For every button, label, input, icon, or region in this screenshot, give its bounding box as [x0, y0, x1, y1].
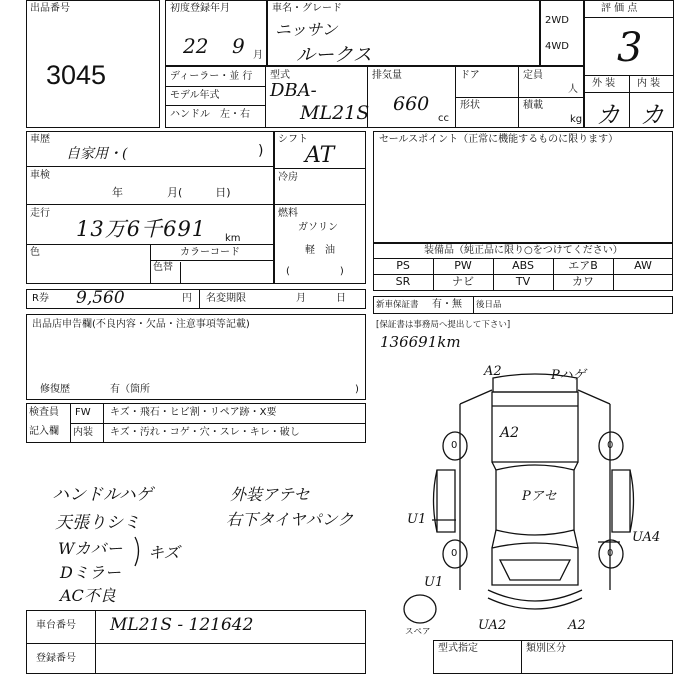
wheel-mark-fl: 0: [451, 440, 458, 451]
spare-label: スペア: [405, 627, 431, 637]
note-ceiling: 天張りシミ: [55, 513, 140, 533]
chassis-split: [95, 610, 96, 674]
equip-ps: PS: [396, 259, 410, 272]
mileage-unit: km: [225, 233, 241, 244]
warranty-options: 有・無: [432, 299, 462, 310]
eval-label: 評 価 点: [601, 3, 638, 14]
load-label: 積載: [523, 100, 543, 111]
fw-label: FW: [75, 407, 91, 418]
recycle-label: R券: [32, 293, 49, 304]
chassis-label: 車台番号: [36, 620, 76, 631]
warranty-label: 新車保証書: [376, 300, 419, 310]
mark-p-ase: Pアセ: [522, 489, 557, 504]
note-handle: ハンドルハゲ: [52, 485, 153, 505]
equip-tv: TV: [515, 275, 531, 288]
type-code: ML21S: [300, 102, 370, 124]
equip-leather: カワ: [572, 275, 594, 288]
color-change-label: 色替: [153, 262, 173, 273]
note-ac: AC不良: [60, 586, 116, 605]
exterior-grade: カ: [596, 101, 620, 129]
deadline-label: 名変期限: [206, 293, 246, 304]
shift-value: AT: [305, 143, 335, 168]
book-label: 後日品: [476, 300, 502, 310]
first-reg-month: 9: [232, 34, 245, 58]
first-reg-label: 初度登録年月: [170, 3, 230, 14]
capacity-unit: 人: [568, 84, 578, 95]
mileage-label: 走行: [30, 208, 50, 219]
note-mirror: Dミラー: [60, 563, 121, 582]
warranty-note: [保証書は事務局へ提出して下さい]: [376, 320, 511, 330]
exterior-label: 外 装: [592, 78, 616, 89]
equipment-label: 装備品（純正品に限り○をつけてください）: [424, 245, 623, 256]
load-unit: kg: [570, 114, 583, 125]
wheel-mark-fr: 0: [607, 440, 614, 451]
interior-label: 内 装: [637, 78, 661, 89]
note-tire: 右下タイヤパンク: [226, 510, 354, 529]
note-wcover: Wカバー: [58, 539, 123, 558]
fuel-gas: ガソリン: [298, 222, 338, 233]
type-prefix: DBA-: [270, 80, 317, 101]
lot-number: 3045: [46, 60, 107, 90]
mark-u1-rear: U1: [424, 575, 444, 590]
fuel-paren: ( ): [286, 266, 344, 277]
mark-ua4: UA4: [632, 530, 661, 545]
repair-close: ): [355, 384, 359, 395]
capacity-label: 定員: [523, 70, 543, 81]
note-scratch: キズ: [148, 543, 180, 562]
mark-a2-rear: A2: [568, 618, 586, 633]
shape-label: 形状: [460, 100, 480, 111]
fw-text: キズ・飛石・ヒビ割・リペア跡・X要: [110, 407, 277, 418]
mileage-note: 136691km: [380, 333, 461, 351]
lot-label: 出品番号: [30, 3, 70, 14]
chassis-value: ML21S - 121642: [110, 615, 254, 635]
class-label: 類別区分: [526, 643, 566, 654]
make-value: ニッサン: [275, 20, 338, 39]
displacement: 660: [393, 93, 430, 115]
sales-points-label: セールスポイント（正常に機能するものに限ります）: [379, 134, 619, 145]
shift-label: シフト: [278, 134, 308, 145]
color-label: 色: [30, 247, 40, 258]
repair-text: 有（箇所: [110, 384, 150, 395]
history-close: ): [258, 143, 264, 159]
recycle-value: 9,560: [76, 288, 125, 308]
model-value: ルークス: [296, 44, 372, 66]
equip-navi: ナビ: [452, 275, 474, 288]
type-spec-split: [521, 640, 522, 674]
equip-pw: PW: [454, 259, 472, 272]
interior-grade: カ: [640, 101, 664, 129]
first-reg-year: 22: [183, 34, 209, 58]
cc-unit: cc: [438, 113, 449, 124]
ac-label: 冷房: [278, 172, 298, 183]
recycle-yen: 円: [182, 293, 192, 304]
inspector-label-2: 記入欄: [29, 426, 59, 437]
declaration-label: 出品店申告欄(不良内容・欠品・注意事項等記載): [32, 319, 250, 330]
history-label: 車歴: [30, 134, 50, 145]
inspector-label-1: 検査員: [29, 407, 59, 418]
drive-4wd: 4WD: [545, 41, 569, 52]
deadline-text: 月 日: [296, 293, 346, 304]
shaken-text: 年 月( 日): [112, 186, 231, 199]
equip-aw: AW: [634, 259, 652, 272]
door-label: ドア: [460, 70, 480, 81]
mark-a2-hood: A2: [500, 425, 520, 441]
mark-u1-left: U1: [407, 512, 427, 527]
type-label: 型式: [270, 70, 290, 81]
fuel-label: 燃料: [278, 208, 298, 219]
interior-inspect-text: キズ・汚れ・コゲ・穴・スレ・キレ・破し: [110, 427, 300, 438]
repair-label: 修復歴: [40, 384, 70, 395]
mark-p-hage: Pハゲ: [551, 368, 586, 383]
equip-airbag: エアB: [568, 259, 598, 272]
note-exterior: 外装アテセ: [230, 485, 310, 504]
equip-abs: ABS: [512, 259, 534, 272]
handle-label: ハンドル 左・右: [170, 109, 250, 120]
eval-score: 3: [617, 25, 643, 71]
wheel-mark-rl: 0: [451, 548, 458, 559]
fuel-diesel: 軽 油: [305, 245, 335, 256]
first-reg-month-unit: 月: [253, 50, 263, 61]
interior-inspect-label: 内装: [73, 427, 93, 438]
dealer-label: ディーラー・並 行: [170, 71, 253, 82]
equip-sr: SR: [395, 275, 411, 288]
reg-label: 登録番号: [36, 653, 76, 664]
mark-a2-front: A2: [484, 364, 502, 379]
type-spec-label: 型式指定: [438, 643, 478, 654]
wheel-mark-rr: 0: [607, 548, 614, 559]
mileage-value: 13万6千691: [76, 217, 207, 241]
drive-2wd: 2WD: [545, 15, 569, 26]
displacement-label: 排気量: [372, 70, 402, 81]
mark-ua2: UA2: [478, 618, 507, 633]
shaken-label: 車検: [30, 170, 50, 181]
chassis-line: [26, 643, 366, 644]
color-code-label: カラーコード: [180, 247, 240, 258]
model-year-label: モデル年式: [170, 90, 220, 101]
make-label: 車名・グレード: [272, 3, 342, 14]
history-value: 自家用・(: [66, 146, 128, 162]
